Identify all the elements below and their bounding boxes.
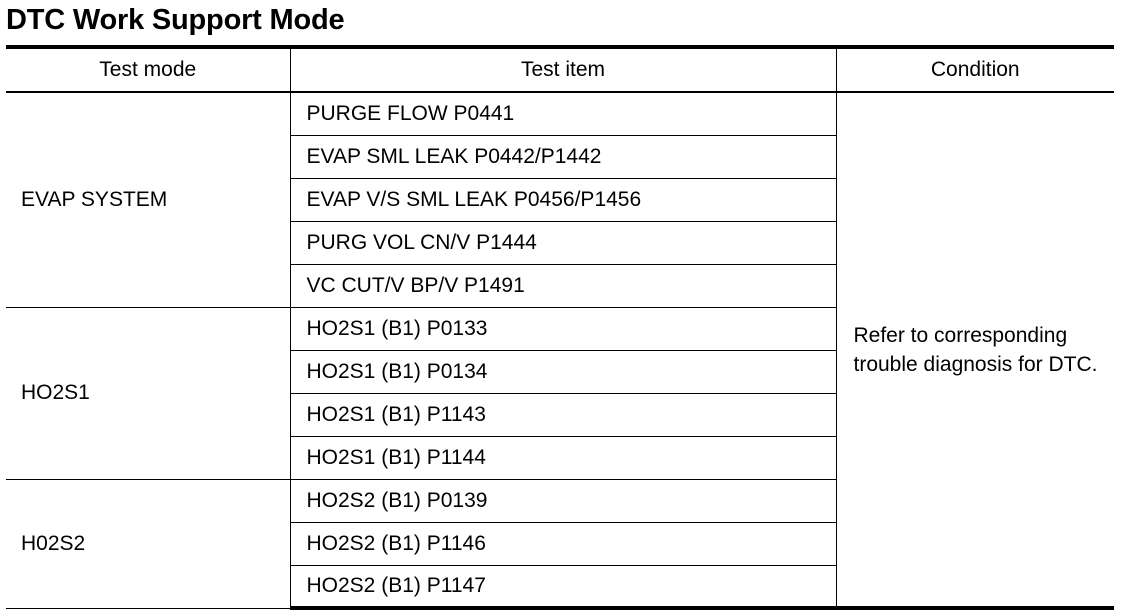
header-condition: Condition — [836, 47, 1114, 92]
test-item-cell: HO2S1 (B1) P1144 — [290, 436, 836, 479]
test-item-cell: VC CUT/V BP/V P1491 — [290, 264, 836, 307]
test-item-cell: EVAP V/S SML LEAK P0456/P1456 — [290, 178, 836, 221]
test-item-cell: HO2S2 (B1) P1146 — [290, 522, 836, 565]
test-item-cell: PURG VOL CN/V P1444 — [290, 221, 836, 264]
test-mode-cell: EVAP SYSTEM — [6, 92, 290, 307]
test-item-cell: HO2S1 (B1) P1143 — [290, 393, 836, 436]
test-item-cell: HO2S2 (B1) P1147 — [290, 565, 836, 608]
condition-cell: Refer to corresponding trouble diagnosis for DTC. — [836, 92, 1114, 608]
test-mode-cell: HO2S1 — [6, 307, 290, 479]
header-test-mode: Test mode — [6, 47, 290, 92]
header-test-item: Test item — [290, 47, 836, 92]
dtc-table — [6, 45, 1114, 610]
test-item-cell: HO2S1 (B1) P0134 — [290, 350, 836, 393]
test-item-cell: HO2S2 (B1) P0139 — [290, 479, 836, 522]
table-body — [6, 92, 1114, 608]
test-item-cell: EVAP SML LEAK P0442/P1442 — [290, 135, 836, 178]
test-item-cell: PURGE FLOW P0441 — [290, 92, 836, 135]
test-item-cell: HO2S1 (B1) P0133 — [290, 307, 836, 350]
page-title: DTC Work Support Mode — [6, 4, 345, 36]
table-row — [6, 92, 1114, 135]
table-header — [6, 47, 1114, 92]
test-mode-cell: H02S2 — [6, 479, 290, 608]
header-row — [6, 47, 1114, 92]
